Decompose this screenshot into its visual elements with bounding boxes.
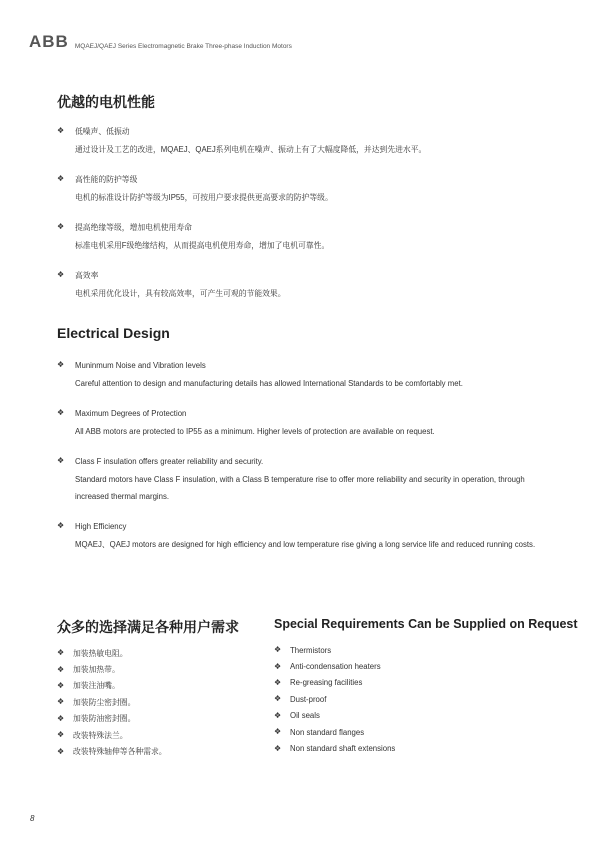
bullet-icon: ❖: [57, 456, 65, 465]
item-desc: 标准电机采用F级绝缘结构，从而提高电机使用寿命，增加了电机可靠性。: [75, 241, 330, 250]
cn-item-1: [57, 124, 557, 158]
list-item: ❖ 加装加热带。: [57, 661, 167, 677]
item-desc: 电机采用优化设计，具有较高效率，可产生可观的节能效果。: [75, 289, 286, 298]
cn-item-2: [57, 172, 557, 206]
item-title: Class F insulation offers greater reliability and security.: [75, 456, 264, 466]
options-cn-list: [57, 645, 167, 760]
bullet-icon: ❖: [57, 664, 65, 674]
options-cn-heading: 众多的选择满足各种用户需求: [57, 619, 239, 635]
list-item: ❖ 改装特殊轴伸等各种需求。: [57, 743, 167, 759]
item-title: 高效率: [75, 270, 99, 280]
list-item: ❖ 加装热敏电阻。: [57, 645, 167, 661]
item-desc: Careful attention to design and manufacturing details has allowed International Standards to be comfortably met.: [75, 379, 463, 388]
item-desc: All ABB motors are protected to IP55 as a minimum. Higher levels of protection are available on request.: [75, 427, 435, 436]
bullet-icon: ❖: [57, 270, 65, 279]
bullet-icon: ❖: [57, 746, 65, 756]
item-title: High Efficiency: [75, 521, 127, 531]
bullet-icon: ❖: [274, 727, 282, 737]
bullet-icon: ❖: [57, 648, 65, 658]
list-item: ❖ Oil seals: [274, 708, 395, 724]
bullet-icon: ❖: [57, 521, 65, 530]
en-item-3: [57, 454, 557, 505]
bullet-icon: ❖: [57, 174, 65, 183]
item-title: Muninmum Noise and Vibration levels: [75, 360, 206, 370]
en-item-4: [57, 519, 557, 553]
item-desc: MQAEJ、QAEJ motors are designed for high efficiency and low temperature rise giving a long service life and reduced running costs.: [75, 540, 536, 549]
bullet-icon: ❖: [57, 680, 65, 690]
abb-logo: ABB: [29, 32, 69, 51]
list-item: ❖ 加装防尘密封圈。: [57, 694, 167, 710]
options-en-heading: Special Requirements Can be Supplied on Request: [274, 617, 578, 631]
cn-section-heading: 优越的电机性能: [57, 94, 155, 110]
bullet-icon: ❖: [57, 222, 65, 231]
bullet-icon: ❖: [274, 694, 282, 704]
item-title: Maximum Degrees of Protection: [75, 408, 187, 418]
list-item: ❖ Dust-proof: [274, 691, 395, 707]
bullet-icon: ❖: [57, 713, 65, 723]
item-title: 低噪声、低振动: [75, 126, 130, 136]
list-item: ❖ 加装防油密封圈。: [57, 711, 167, 727]
list-item: ❖ Anti-condensation heaters: [274, 658, 395, 674]
list-item: ❖ Re-greasing facilities: [274, 675, 395, 691]
header-title: MQAEJ/QAEJ Series Electromagnetic Brake Three-phase Induction Motors: [74, 42, 292, 50]
item-desc: Standard motors have Class F insulation, with a Class B temperature rise to offer more reliability and security in operation, through increased thermal margins.: [75, 475, 525, 501]
bullet-icon: ❖: [274, 710, 282, 720]
bullet-icon: ❖: [57, 126, 65, 135]
item-desc: 通过设计及工艺的改进，MQAEJ、QAEJ系列电机在噪声、振动上有了大幅度降低，并达到先进水平。: [75, 145, 427, 154]
bullet-icon: ❖: [274, 677, 282, 687]
options-en-list: [274, 642, 395, 757]
bullet-icon: ❖: [274, 743, 282, 753]
en-item-2: [57, 406, 557, 440]
bullet-icon: ❖: [274, 661, 282, 671]
list-item: ❖ Non standard shaft extensions: [274, 740, 395, 756]
item-title: 提高绝缘等级，增加电机使用寿命: [75, 222, 192, 232]
list-item: ❖ Thermistors: [274, 642, 395, 658]
list-item: ❖ Non standard flanges: [274, 724, 395, 740]
en-item-1: [57, 358, 557, 392]
cn-item-3: [57, 220, 557, 254]
bullet-icon: ❖: [57, 360, 65, 369]
page-number: 8: [30, 814, 35, 823]
bullet-icon: ❖: [274, 645, 282, 655]
en-section-heading: Electrical Design: [57, 325, 170, 341]
list-item: ❖ 改装特殊法兰。: [57, 727, 167, 743]
cn-item-4: [57, 268, 557, 302]
page-header: [29, 34, 292, 50]
bullet-icon: ❖: [57, 730, 65, 740]
bullet-icon: ❖: [57, 697, 65, 707]
bullet-icon: ❖: [57, 408, 65, 417]
item-desc: 电机的标准设计防护等级为IP55，可按用户要求提供更高要求的防护等级。: [75, 193, 333, 202]
list-item: ❖ 加装注油嘴。: [57, 678, 167, 694]
item-title: 高性能的防护等级: [75, 174, 138, 184]
